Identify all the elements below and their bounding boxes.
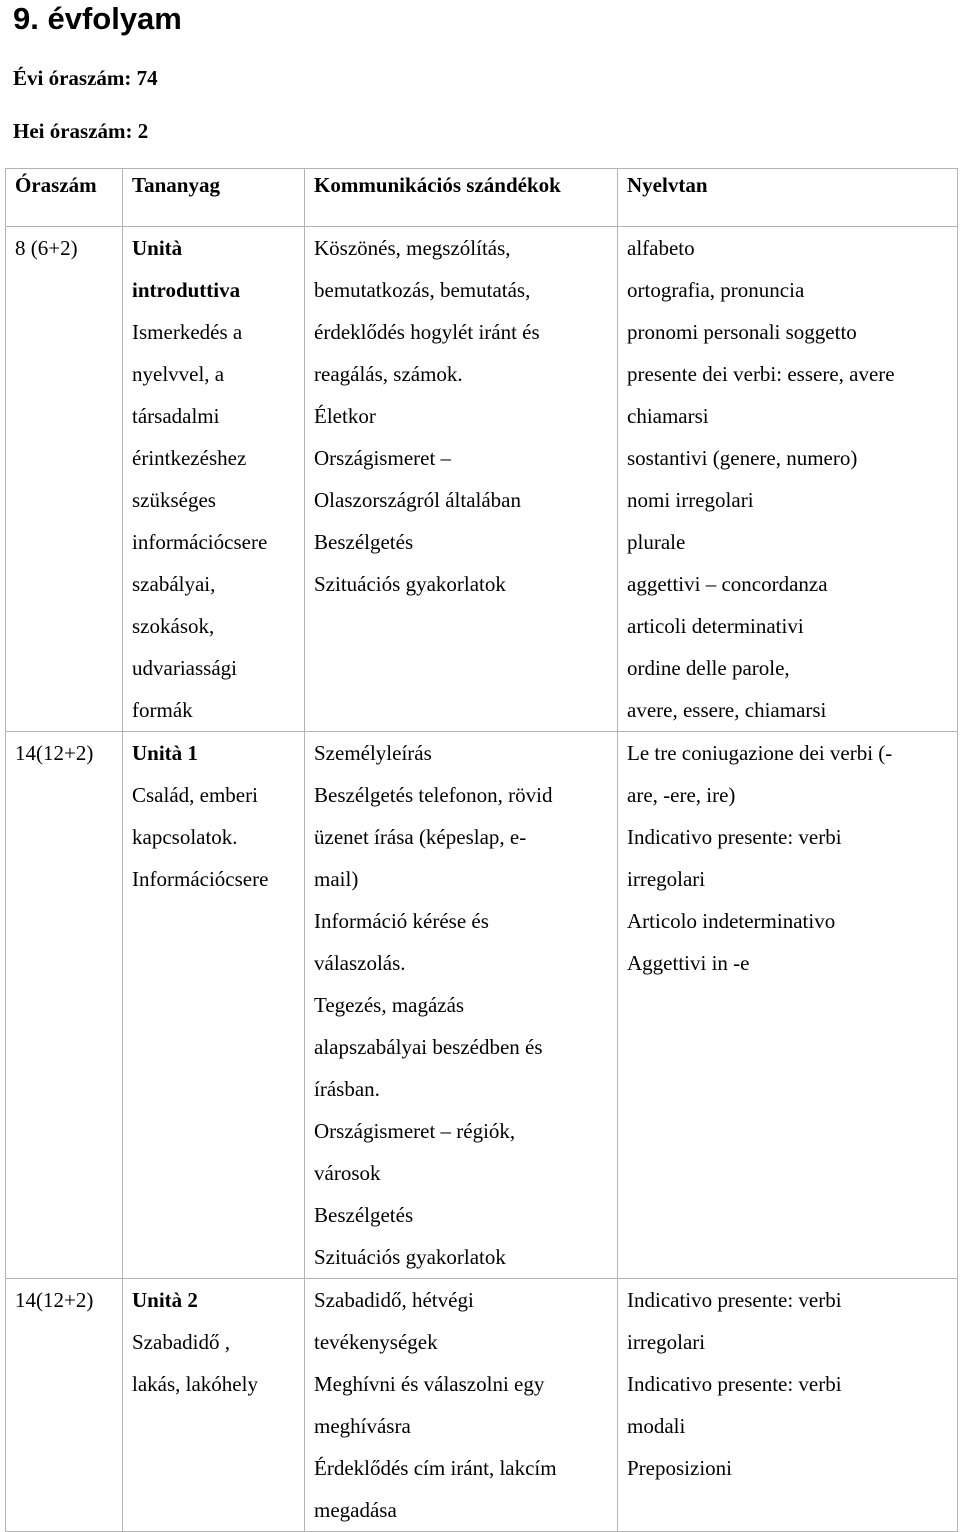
- header-hours: Óraszám: [6, 169, 123, 227]
- header-communication: Kommunikációs szándékok: [305, 169, 618, 227]
- unit-title: Unità 2: [132, 1288, 198, 1312]
- table-body: [6, 227, 958, 1532]
- grammar-line: avere, essere, chiamarsi: [627, 698, 827, 722]
- topic-line: társadalmi: [132, 404, 220, 428]
- cell-grammar: [618, 227, 958, 732]
- communication-line: Tegezés, magázás: [314, 993, 465, 1017]
- syllabus-table: [5, 168, 958, 1532]
- communication-line: Szituációs gyakorlatok: [314, 572, 506, 596]
- grammar-line: Articolo indeterminativo: [627, 909, 836, 933]
- annual-hours: Évi óraszám: 74: [13, 66, 158, 90]
- cell-communication: [305, 1279, 618, 1532]
- topic-line: szokások,: [132, 614, 215, 638]
- table-row: [6, 1279, 958, 1532]
- communication-line: tevékenységek: [314, 1330, 438, 1354]
- communication-line: Információ kérése és: [314, 909, 489, 933]
- communication-line: mail): [314, 867, 359, 891]
- communication-line: reagálás, számok.: [314, 362, 463, 386]
- grammar-line: Preposizioni: [627, 1456, 732, 1480]
- grammar-line: presente dei verbi: essere, avere: [627, 362, 895, 386]
- communication-line: Életkor: [314, 404, 376, 428]
- cell-topic: [123, 1279, 305, 1532]
- hours-value: 14(12+2): [15, 741, 94, 765]
- communication-line: Személyleírás: [314, 741, 432, 765]
- grammar-line: alfabeto: [627, 236, 695, 260]
- grammar-line: plurale: [627, 530, 686, 554]
- grammar-line: chiamarsi: [627, 404, 709, 428]
- hours-value: 8 (6+2): [15, 236, 78, 260]
- cell-hours: [6, 732, 123, 1279]
- unit-title: Unità 1: [132, 741, 198, 765]
- topic-line: nyelvvel, a: [132, 362, 225, 386]
- topic-line: formák: [132, 698, 193, 722]
- grammar-line: ordine delle parole,: [627, 656, 790, 680]
- weekly-hours: Hei óraszám: 2: [13, 119, 149, 143]
- table-row: [6, 732, 958, 1279]
- communication-line: Beszélgetés: [314, 1203, 414, 1227]
- topic-line: információcsere: [132, 530, 268, 554]
- grammar-line: ortografia, pronuncia: [627, 278, 805, 302]
- communication-line: válaszolás.: [314, 951, 406, 975]
- cell-hours: [6, 227, 123, 732]
- grammar-line: nomi irregolari: [627, 488, 754, 512]
- communication-line: bemutatkozás, bemutatás,: [314, 278, 531, 302]
- communication-line: Szituációs gyakorlatok: [314, 1245, 506, 1269]
- communication-line: városok: [314, 1161, 381, 1185]
- page-title: 9. évfolyam: [13, 1, 182, 36]
- hours-value: 14(12+2): [15, 1288, 94, 1312]
- grammar-line: pronomi personali soggetto: [627, 320, 857, 344]
- grammar-line: Le tre coniugazione dei verbi (-: [627, 741, 893, 765]
- communication-line: Beszélgetés: [314, 530, 414, 554]
- communication-line: Érdeklődés cím iránt, lakcím: [314, 1456, 557, 1480]
- topic-line: Ismerkedés a: [132, 320, 243, 344]
- unit-title: Unità: [132, 236, 183, 260]
- communication-line: Meghívni és válaszolni egy: [314, 1372, 545, 1396]
- grammar-line: Indicativo presente: verbi: [627, 1288, 842, 1312]
- communication-line: Országismeret –: [314, 446, 452, 470]
- header-grammar: Nyelvtan: [618, 169, 958, 227]
- grammar-line: sostantivi (genere, numero): [627, 446, 858, 470]
- cell-topic: [123, 732, 305, 1279]
- grammar-line: aggettivi – concordanza: [627, 572, 828, 596]
- grammar-line: Indicativo presente: verbi: [627, 825, 842, 849]
- communication-line: érdeklődés hogylét iránt és: [314, 320, 540, 344]
- communication-line: írásban.: [314, 1077, 380, 1101]
- cell-grammar: [618, 1279, 958, 1532]
- communication-line: alapszabályai beszédben és: [314, 1035, 543, 1059]
- topic-line: udvariassági: [132, 656, 237, 680]
- unit-title: introduttiva: [132, 278, 241, 302]
- topic-line: kapcsolatok.: [132, 825, 238, 849]
- communication-line: Szabadidő, hétvégi: [314, 1288, 474, 1312]
- grammar-line: modali: [627, 1414, 686, 1438]
- header-topic: Tananyag: [123, 169, 305, 227]
- communication-line: üzenet írása (képeslap, e-: [314, 825, 527, 849]
- cell-hours: [6, 1279, 123, 1532]
- communication-line: Köszönés, megszólítás,: [314, 236, 511, 260]
- topic-line: Család, emberi: [132, 783, 258, 807]
- cell-grammar: [618, 732, 958, 1279]
- topic-line: Szabadidő ,: [132, 1330, 230, 1354]
- table-row: [6, 227, 958, 732]
- grammar-line: are, -ere, ire): [627, 783, 736, 807]
- cell-topic: [123, 227, 305, 732]
- communication-line: megadása: [314, 1498, 397, 1522]
- grammar-line: articoli determinativi: [627, 614, 804, 638]
- table-header-row: [6, 169, 958, 227]
- topic-line: szükséges: [132, 488, 216, 512]
- topic-line: lakás, lakóhely: [132, 1372, 258, 1396]
- grammar-line: Indicativo presente: verbi: [627, 1372, 842, 1396]
- topic-line: érintkezéshez: [132, 446, 247, 470]
- grammar-line: Aggettivi in -e: [627, 951, 750, 975]
- communication-line: Beszélgetés telefonon, rövid: [314, 783, 553, 807]
- communication-line: Országismeret – régiók,: [314, 1119, 516, 1143]
- topic-line: szabályai,: [132, 572, 216, 596]
- communication-line: meghívásra: [314, 1414, 411, 1438]
- cell-communication: [305, 732, 618, 1279]
- cell-communication: [305, 227, 618, 732]
- grammar-line: irregolari: [627, 1330, 706, 1354]
- topic-line: Információcsere: [132, 867, 269, 891]
- grammar-line: irregolari: [627, 867, 706, 891]
- communication-line: Olaszországról általában: [314, 488, 521, 512]
